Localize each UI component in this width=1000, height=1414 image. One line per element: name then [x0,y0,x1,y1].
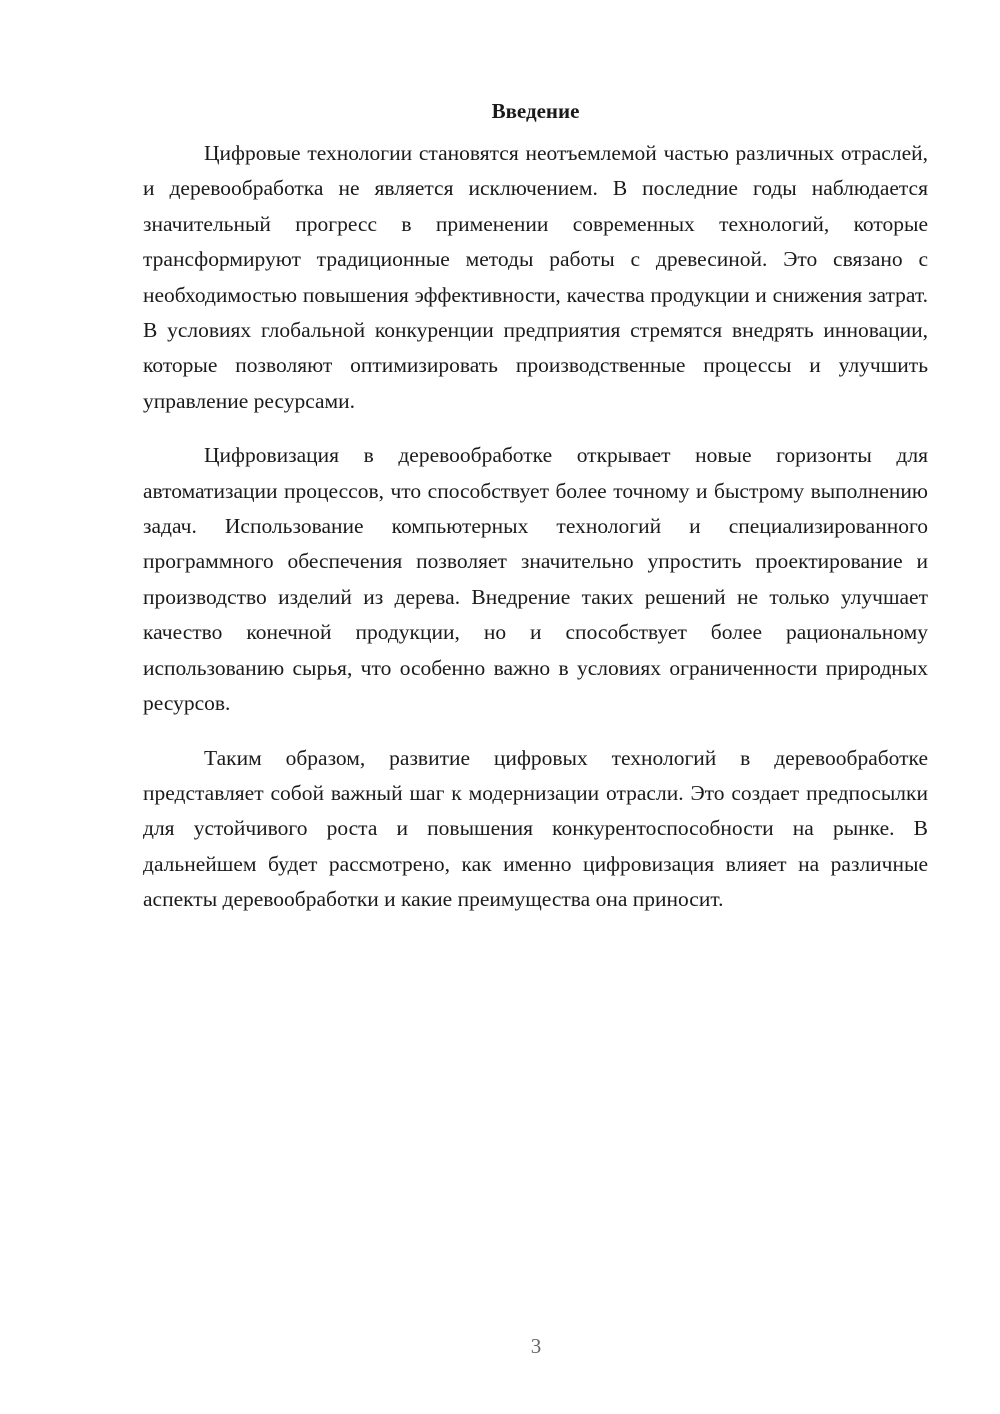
paragraph-2: Цифровизация в деревообработке открывает новые горизонты для автоматизации процессов, что способствует более точному и быстрому выполнению задач. Использование компьютерных технологий и специализированного программного обеспечения позволяет значительно упростить проектирование и производство изделий из дерева. Внедрение таких решений не только улучшает качество конечной продукции, но и способствует более рациональному использованию сырья, что особенно важно в условиях ограниченности природных ресурсов. [143,443,928,716]
section-heading: Введение [491,99,580,123]
paragraph-1: Цифровые технологии становятся неотъемлемой частью различных отраслей, и деревообработка не является исключением. В последние годы наблюдается значительный прогресс в применении современных технологий, которые трансформируют традиционные методы работы с древесиной. Это связано с необходимостью повышения эффективности, качества продукции и снижения затрат. В условиях глобальной конкуренции предприятия стремятся внедрять инновации, которые позволяют оптимизировать производственные процессы и улучшить управление ресурсами. [143,141,928,413]
paragraph-3: Таким образом, развитие цифровых технологий в деревообработке представляет собой важный шаг к модернизации отрасли. Это создает предпосылки для устойчивого роста и повышения конкурентоспособности на рынке. В дальнейшем будет рассмотрено, как именно цифровизация влияет на различные аспекты деревообработки и какие преимущества она приносит. [143,745,928,912]
page-number: 3 [530,1334,542,1358]
document-body [143,96,928,937]
